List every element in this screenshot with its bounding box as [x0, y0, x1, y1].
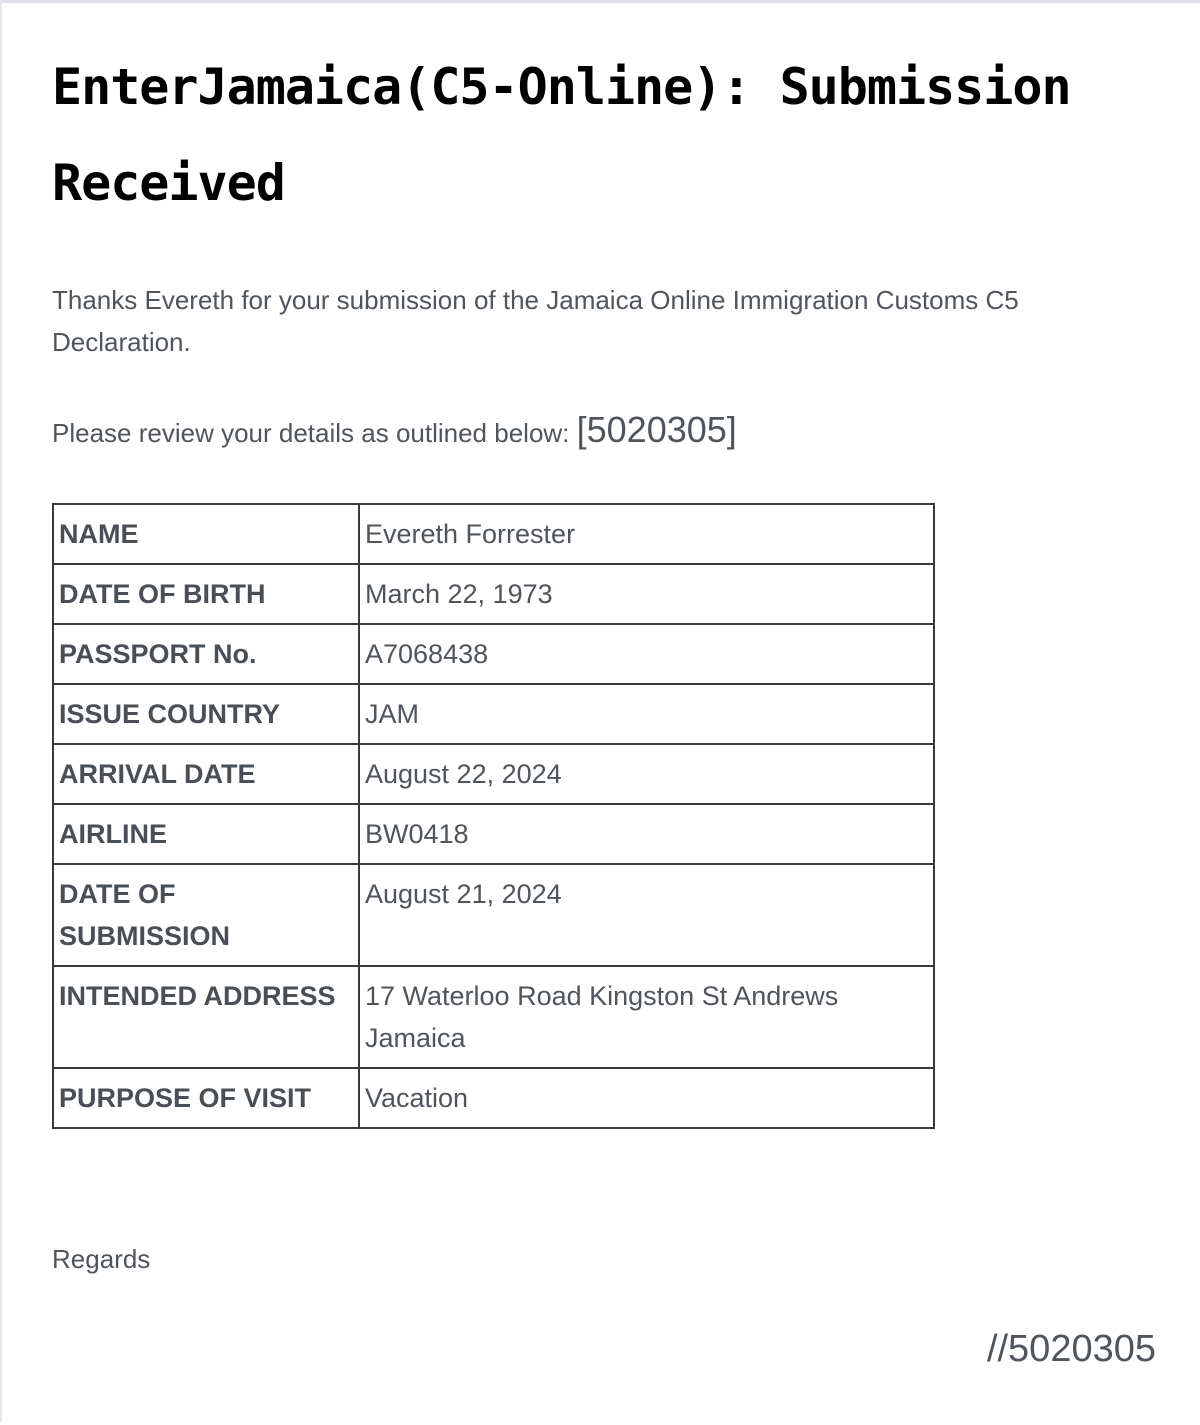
detail-value-name: Evereth Forrester — [359, 504, 934, 564]
email-title: EnterJamaica(C5-Online): Submission Received — [52, 58, 1071, 212]
table-row — [53, 624, 934, 684]
thanks-message: Thanks Evereth for your submission of the Jamaica Online Immigration Customs C5 Declaration. — [52, 285, 1019, 357]
detail-value-date-of-birth: March 22, 1973 — [359, 564, 934, 624]
detail-label-date-of-submission: DATE OF SUBMISSION — [53, 864, 359, 966]
detail-value-airline: BW0418 — [359, 804, 934, 864]
table-row — [53, 564, 934, 624]
table-row — [53, 804, 934, 864]
table-row — [53, 864, 934, 966]
detail-label-name: NAME — [53, 504, 359, 564]
table-row — [53, 684, 934, 744]
detail-value-passport-no: A7068438 — [359, 624, 934, 684]
table-row — [53, 1068, 934, 1128]
detail-label-intended-address: INTENDED ADDRESS — [53, 966, 359, 1068]
detail-label-arrival-date: ARRIVAL DATE — [53, 744, 359, 804]
detail-label-date-of-birth: DATE OF BIRTH — [53, 564, 359, 624]
review-instruction — [52, 409, 1112, 454]
detail-label-airline: AIRLINE — [53, 804, 359, 864]
detail-value-issue-country: JAM — [359, 684, 934, 744]
regards-signoff: Regards — [52, 1244, 151, 1274]
detail-value-intended-address: 17 Waterloo Road Kingston St Andrews Jamaica — [359, 966, 934, 1068]
review-reference-number: [5020305] — [576, 409, 737, 450]
detail-value-date-of-submission: August 21, 2024 — [359, 864, 934, 966]
review-prefix: Please review your details as outlined below: — [52, 418, 570, 448]
detail-label-issue-country: ISSUE COUNTRY — [53, 684, 359, 744]
table-row — [53, 744, 934, 804]
footer-reference-number: //5020305 — [986, 1328, 1156, 1370]
detail-label-purpose-of-visit: PURPOSE OF VISIT — [53, 1068, 359, 1128]
table-row — [53, 504, 934, 564]
email-body — [2, 3, 1200, 1425]
table-row — [53, 966, 934, 1068]
detail-value-arrival-date: August 22, 2024 — [359, 744, 934, 804]
detail-value-purpose-of-visit: Vacation — [359, 1068, 934, 1128]
detail-label-passport-no: PASSPORT No. — [53, 624, 359, 684]
details-table — [52, 503, 935, 1129]
